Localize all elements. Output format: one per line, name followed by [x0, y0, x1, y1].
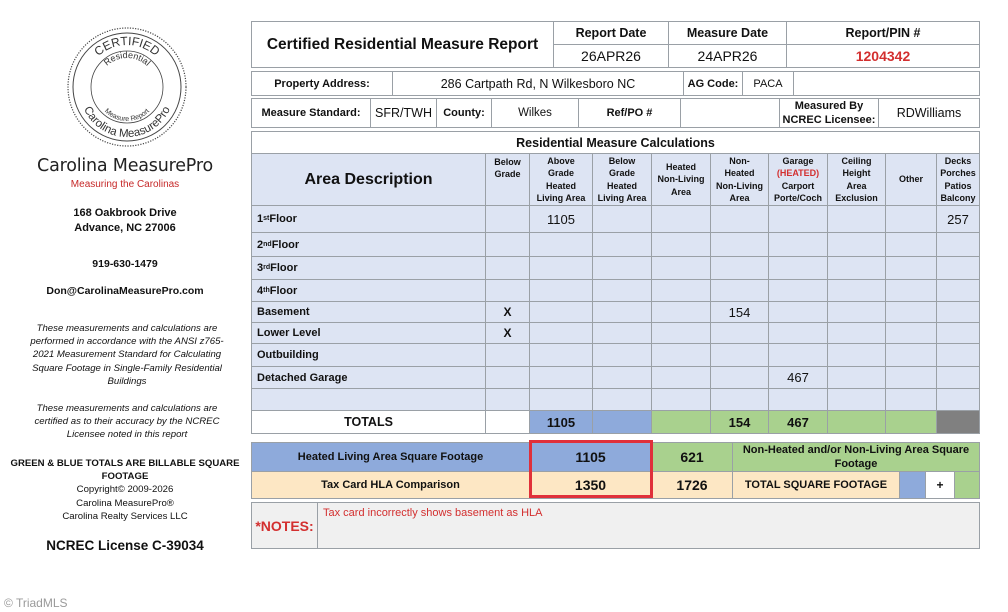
column-header-line: Above	[547, 155, 575, 166]
column-header-line: (HEATED)	[776, 168, 820, 179]
certification-statement: These measurements and calculations are certified as to their accuracy by the NCREC Licensee noted in this report	[34, 403, 220, 441]
area-description-header: Area Description	[251, 153, 486, 206]
column-header	[936, 153, 980, 206]
table-cell	[651, 343, 711, 367]
company-panel	[0, 0, 250, 612]
column-header-line: Other	[898, 174, 923, 185]
measure-standard-value: SFR/TWH	[370, 98, 437, 128]
column-header-line: Living Area	[536, 192, 586, 203]
row-label: 1 st Floor	[251, 205, 486, 233]
table-cell	[529, 232, 593, 257]
company-address	[0, 206, 250, 236]
table-cell	[936, 301, 980, 323]
table-cell	[936, 279, 980, 302]
table-cell	[885, 279, 937, 302]
highlight-box	[529, 440, 653, 498]
watermark: © TriadMLS	[4, 596, 68, 610]
certified-seal-logo	[66, 26, 188, 148]
table-cell	[768, 205, 828, 233]
column-header-line: Garage	[782, 155, 814, 166]
totals-cell	[885, 410, 937, 434]
table-cell	[529, 279, 593, 302]
column-header-line: Below	[494, 157, 521, 167]
row-label: Outbuilding	[251, 343, 486, 367]
table-cell: 154	[710, 301, 769, 323]
totals-blank-cell	[485, 410, 530, 434]
table-cell	[936, 232, 980, 257]
total-square-footage-value: 1726	[651, 471, 733, 499]
table-cell	[885, 256, 937, 280]
non-heated-value: 621	[651, 442, 733, 472]
table-cell	[768, 322, 828, 344]
svg-text:Measure Report	[103, 108, 151, 123]
seal-text-outer: CERTIFIED	[91, 33, 163, 59]
column-header	[651, 153, 711, 206]
pin-label: Report/PIN #	[786, 21, 980, 45]
row-label: Basement	[251, 301, 486, 323]
column-header-line: Non-Living	[657, 174, 705, 185]
svg-text:Residential	[102, 50, 153, 68]
column-header-line: Porches	[940, 168, 976, 179]
report-date-value: 26APR26	[553, 44, 669, 68]
totals-label: TOTALS	[251, 410, 486, 434]
table-cell	[885, 343, 937, 367]
address-row-blank	[793, 71, 980, 96]
column-header-line: Decks	[944, 155, 972, 166]
totals-cell: 154	[710, 410, 769, 434]
table-cell	[827, 366, 886, 389]
table-cell	[710, 366, 769, 389]
county-value: Wilkes	[491, 98, 579, 128]
table-cell	[827, 388, 886, 411]
table-cell	[885, 232, 937, 257]
non-heated-label: Non-Heated and/or Non-Living Area Square Footage	[732, 442, 980, 472]
table-cell	[485, 343, 530, 367]
table-cell	[651, 322, 711, 344]
column-header-line: Heated	[724, 168, 755, 179]
standard-statement: These measurements and calculations are performed in accordance with the ANSI z765-2021 Measurement Standard for Calculating Square Footage in Single-Family Residential Buildings	[30, 323, 224, 387]
table-cell	[485, 388, 530, 411]
heated-living-value: 1105	[529, 442, 652, 472]
plus-sign: +	[925, 471, 955, 499]
column-header-line: Heated	[665, 162, 696, 173]
table-cell	[651, 256, 711, 280]
table-cell	[529, 366, 593, 389]
pin-value: 1204342	[786, 44, 980, 68]
measured-by-label-line2: NCREC Licensee:	[782, 114, 876, 126]
table-cell	[592, 301, 652, 323]
table-cell	[768, 343, 828, 367]
company-tagline: Measuring the Carolinas	[70, 179, 180, 190]
address-line-1: 168 Oakbrook Drive	[73, 207, 177, 219]
notes-text: Tax card incorrectly shows basement as HLA	[323, 507, 543, 519]
column-header-line: Grade	[547, 168, 574, 179]
row-label: 2 nd Floor	[251, 232, 486, 257]
legend-blue-swatch	[899, 471, 926, 499]
table-cell: 467	[768, 366, 828, 389]
billable-note: GREEN & BLUE TOTALS ARE BILLABLE SQUARE FOOTAGE	[10, 458, 240, 482]
table-cell	[710, 388, 769, 411]
table-cell	[651, 205, 711, 233]
table-cell	[485, 256, 530, 280]
taxcard-label: Tax Card HLA Comparison	[251, 471, 530, 499]
table-cell	[885, 322, 937, 344]
ref-po-value	[680, 98, 780, 128]
table-cell	[936, 388, 980, 411]
totals-cell	[592, 410, 652, 434]
measured-by-label	[779, 98, 879, 128]
table-cell	[827, 279, 886, 302]
column-header-line: Grade	[608, 168, 635, 179]
table-cell	[592, 343, 652, 367]
table-cell	[485, 205, 530, 233]
calculations-title: Residential Measure Calculations	[251, 131, 980, 154]
table-cell	[651, 366, 711, 389]
table-cell	[710, 279, 769, 302]
table-cell	[710, 232, 769, 257]
table-cell: X	[485, 301, 530, 323]
column-header-line: Carport	[781, 180, 815, 191]
column-header-line: Non-	[729, 155, 750, 166]
seal-text-bottom-inner: Measure Report	[103, 107, 151, 124]
table-cell	[827, 232, 886, 257]
measure-date-value: 24APR26	[668, 44, 787, 68]
column-header-line: Living Area	[597, 192, 647, 203]
seal-text-inner: Residential	[101, 49, 153, 68]
table-cell	[485, 232, 530, 257]
county-label: County:	[436, 98, 492, 128]
taxcard-value: 1350	[529, 471, 652, 499]
seal-text-bottom-outer: Carolina MeasurePro	[81, 104, 173, 141]
total-square-footage-label: TOTAL SQUARE FOOTAGE	[732, 471, 900, 499]
column-header-line: Below	[608, 155, 636, 166]
column-header	[529, 153, 593, 206]
table-cell: X	[485, 322, 530, 344]
table-cell	[651, 279, 711, 302]
table-cell	[885, 366, 937, 389]
property-address-label: Property Address:	[251, 71, 393, 96]
table-cell	[768, 301, 828, 323]
table-cell	[485, 366, 530, 389]
table-cell	[936, 343, 980, 367]
column-header-line: Porte/Coch	[773, 192, 822, 203]
measure-report-form	[251, 21, 980, 549]
totals-cell	[827, 410, 886, 434]
totals-cell	[651, 410, 711, 434]
table-cell	[710, 205, 769, 233]
table-cell	[651, 388, 711, 411]
table-cell	[885, 205, 937, 233]
report-title: Certified Residential Measure Report	[251, 21, 554, 68]
table-cell	[592, 232, 652, 257]
column-header-line: Height	[842, 168, 871, 179]
table-cell	[651, 232, 711, 257]
table-cell	[768, 232, 828, 257]
row-label: Lower Level	[251, 322, 486, 344]
table-cell	[710, 256, 769, 280]
column-header-line: Grade	[494, 169, 521, 180]
totals-cell: 1105	[529, 410, 593, 434]
row-label: 3 rd Floor	[251, 256, 486, 280]
copyright-line-1: Copyright© 2009-2026	[76, 484, 174, 495]
table-cell: 1105	[529, 205, 593, 233]
table-cell	[529, 301, 593, 323]
table-cell	[768, 256, 828, 280]
column-header	[827, 153, 886, 206]
heated-living-label: Heated Living Area Square Footage	[251, 442, 530, 472]
table-cell	[827, 205, 886, 233]
column-header-line: Area	[670, 186, 691, 197]
row-label: 4 th Floor	[251, 279, 486, 302]
table-cell	[592, 256, 652, 280]
measured-by-value: RDWilliams	[878, 98, 980, 128]
column-header-line: Patios	[944, 180, 972, 191]
table-cell	[936, 256, 980, 280]
measure-date-label: Measure Date	[668, 21, 787, 45]
column-header-line: Heated	[545, 180, 576, 191]
property-address-value: 286 Cartpath Rd, N Wilkesboro NC	[392, 71, 684, 96]
table-cell	[827, 301, 886, 323]
column-header-line: Area	[846, 180, 867, 191]
column-header	[592, 153, 652, 206]
notes-label: *NOTES:	[251, 502, 318, 549]
measured-by-label-line1: Measured By	[794, 100, 864, 112]
table-cell	[592, 322, 652, 344]
table-cell	[768, 279, 828, 302]
table-cell	[529, 256, 593, 280]
row-label	[251, 388, 486, 411]
table-cell	[885, 301, 937, 323]
company-email: Don@CarolinaMeasurePro.com	[46, 285, 204, 297]
measure-standard-label: Measure Standard:	[251, 98, 371, 128]
table-cell	[827, 322, 886, 344]
table-cell	[827, 343, 886, 367]
table-cell	[768, 388, 828, 411]
table-cell: 257	[936, 205, 980, 233]
column-header-line: Non-Living	[716, 180, 763, 191]
copyright-block	[0, 483, 250, 524]
copyright-line-3: Carolina Realty Services LLC	[62, 511, 188, 522]
table-cell	[485, 279, 530, 302]
table-cell	[592, 205, 652, 233]
address-line-2: Advance, NC 27006	[74, 222, 176, 234]
ag-code-value: PACA	[742, 71, 794, 96]
copyright-line-2: Carolina MeasurePro®	[76, 497, 174, 509]
table-cell	[885, 388, 937, 411]
column-header	[710, 153, 769, 206]
table-cell	[827, 256, 886, 280]
column-header	[885, 153, 937, 206]
legend-green-swatch	[954, 471, 980, 499]
column-header	[768, 153, 828, 206]
totals-cell: 467	[768, 410, 828, 434]
table-cell	[592, 279, 652, 302]
ref-po-label: Ref/PO #	[578, 98, 681, 128]
ncrec-license: NCREC License C-39034	[46, 538, 204, 553]
column-header-line: Area	[729, 192, 750, 203]
table-cell	[529, 322, 593, 344]
table-cell	[592, 388, 652, 411]
row-label: Detached Garage	[251, 366, 486, 389]
table-cell	[710, 343, 769, 367]
table-cell	[710, 322, 769, 344]
table-cell	[529, 388, 593, 411]
column-header-line: Exclusion	[835, 192, 878, 203]
column-header	[485, 153, 530, 206]
table-cell	[529, 343, 593, 367]
company-phone: 919-630-1479	[92, 258, 158, 270]
company-name: Carolina MeasurePro	[37, 156, 213, 176]
column-header-line: Ceiling	[841, 155, 872, 166]
table-cell	[936, 366, 980, 389]
table-cell	[936, 322, 980, 344]
report-date-label: Report Date	[553, 21, 669, 45]
table-cell	[592, 366, 652, 389]
totals-cell	[936, 410, 980, 434]
column-header-line: Heated	[606, 180, 637, 191]
column-header-line: Balcony	[940, 192, 976, 203]
table-cell	[651, 301, 711, 323]
ag-code-label: AG Code:	[683, 71, 743, 96]
